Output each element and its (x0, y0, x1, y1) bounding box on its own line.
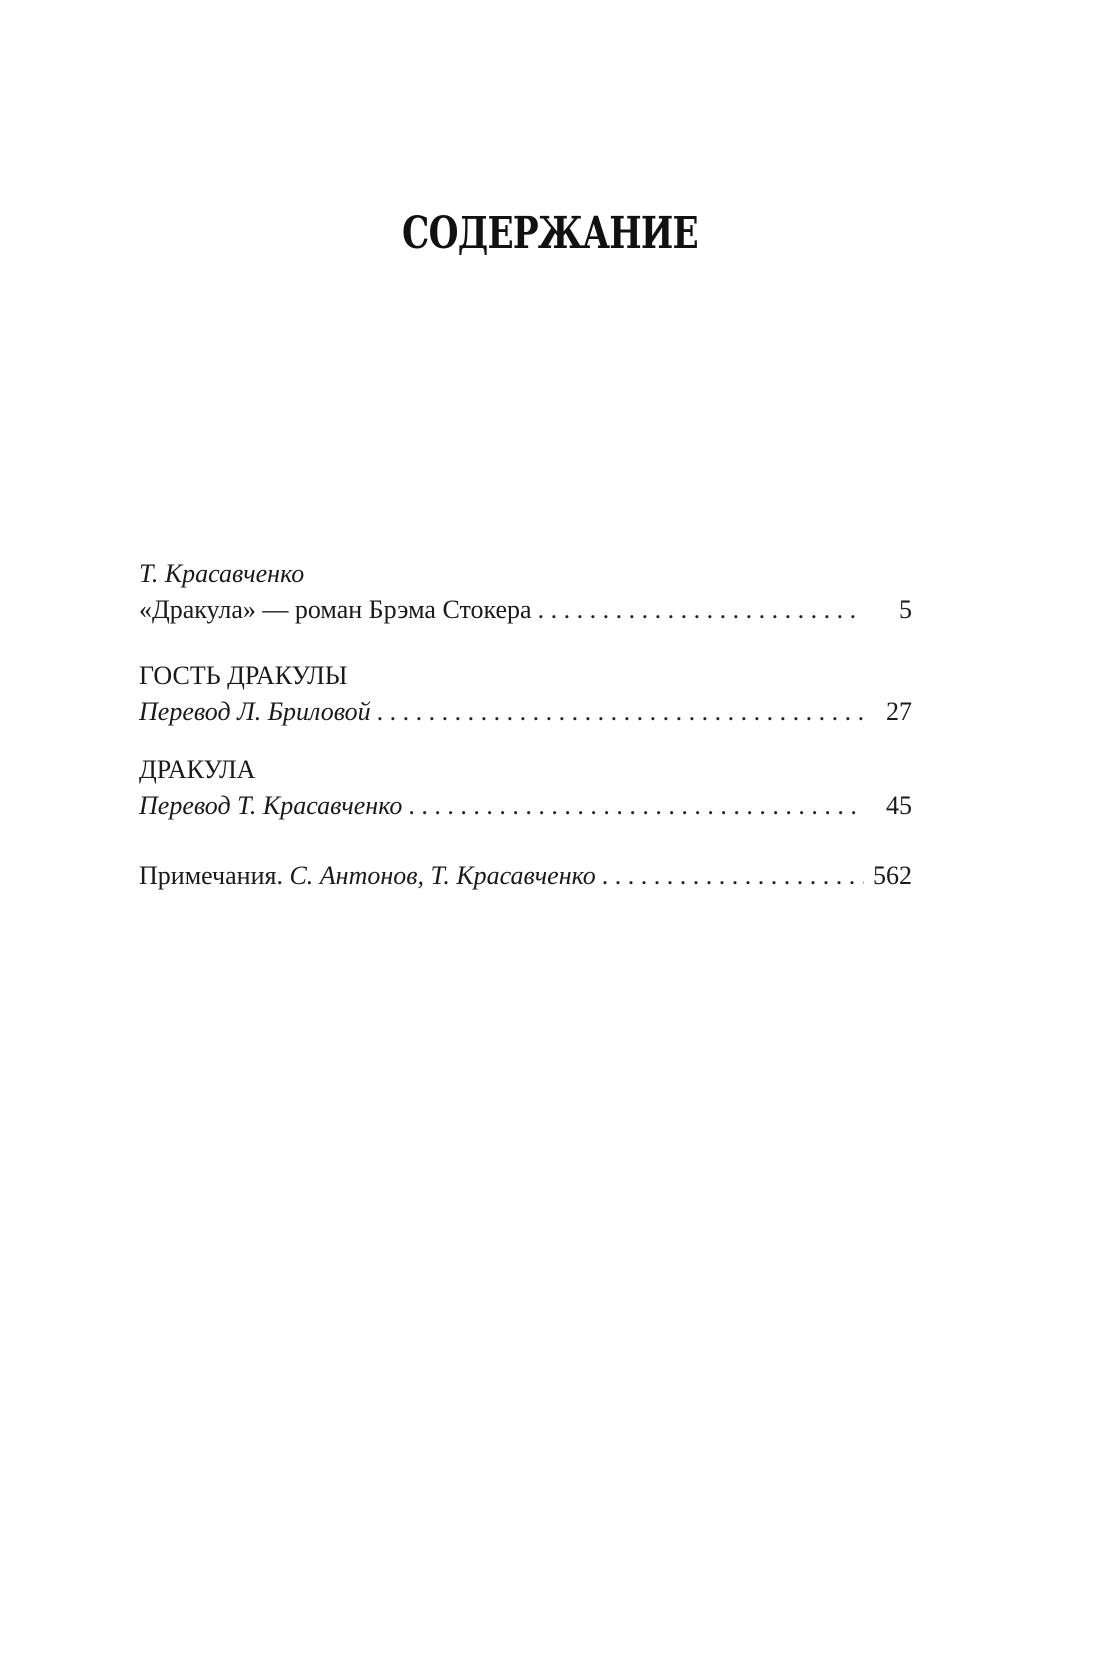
toc-entry-title-line (139, 592, 912, 628)
dot-leader (602, 858, 864, 894)
toc-entry-heading-line (139, 752, 912, 788)
toc-entry-heading: ГОСТЬ ДРАКУЛЫ (139, 661, 348, 690)
toc-entry-author: Т. Красавченко (139, 559, 305, 588)
dot-leader (538, 592, 864, 628)
toc-entry-translator: Перевод Т. Красавченко (139, 791, 403, 820)
toc-entry-notes[interactable] (139, 858, 912, 894)
page-title: СОДЕРЖАНИЕ (402, 208, 698, 259)
toc-entry-authors: С. Антонов, Т. Красавченко (289, 861, 596, 890)
toc-page-number: 45 (886, 791, 912, 820)
toc-entry-translator: Перевод Л. Бриловой (139, 697, 371, 726)
toc-entry-title: «Дракула» — роман Брэма Стокера (139, 595, 532, 624)
table-of-contents (139, 556, 912, 894)
toc-entry-translator-line (139, 788, 912, 824)
toc-entry-essay[interactable] (139, 556, 912, 628)
toc-entry-notes-line (139, 858, 912, 894)
toc-entry-draculas-guest[interactable] (139, 658, 912, 730)
toc-page-number: 27 (886, 697, 912, 726)
toc-page-number: 5 (899, 595, 912, 624)
dot-leader (377, 694, 864, 730)
toc-page-number: 562 (873, 861, 912, 890)
toc-entry-heading: ДРАКУЛА (139, 755, 256, 784)
toc-entry-dracula[interactable] (139, 752, 912, 824)
dot-leader (408, 788, 864, 824)
toc-entry-author-line (139, 556, 912, 592)
toc-entry-heading-line (139, 658, 912, 694)
toc-entry-title: Примечания. (139, 861, 283, 890)
toc-entry-translator-line (139, 694, 912, 730)
